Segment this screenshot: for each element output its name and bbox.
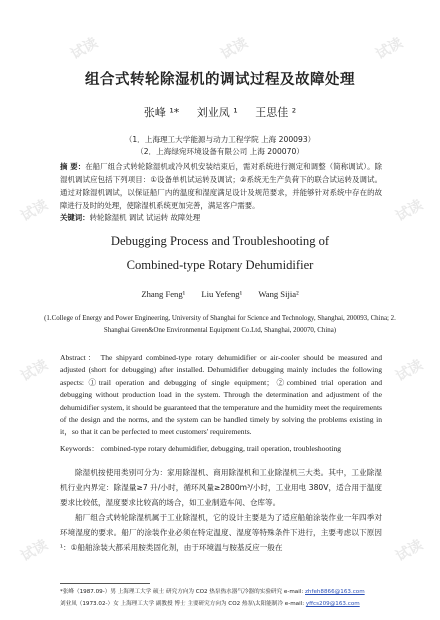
- author-name: 张峰 ¹*: [143, 106, 180, 119]
- watermark-text: 试读: [218, 34, 251, 63]
- abstract-text: The shipyard combined-type rotary dehumidifier or air-cooler should be measured and adjusted (short for debugging) after installed. Dehumidifier debugging mainly includes the following aspects: ①trail operation and debugging of single equipment；②combined trial operation and debugging without production load in the system. Through the determination and adjustment of the dehumidifier system, it should be guaranteed that the temperature and the humidity meet the requirements of the design and the norms, and the system can be handled timely by solving the problems existing in it，so that it can be perfected to meet customers' requirements.: [60, 353, 383, 437]
- footnote-text: 刘业凤（1973.02-）女 上海理工大学 副教授 博士 主要研究方向为 CO2 热泵\太阳能制冷 e-mail:: [60, 601, 306, 607]
- author-name: Zhang Feng¹: [141, 289, 186, 299]
- body-text: [60, 465, 382, 555]
- watermark-text: 试读: [18, 196, 51, 225]
- affiliation-chinese-1: （1．上海理工大学能源与动力工程学院 上海 200093）: [124, 135, 316, 144]
- footnote-2: [60, 600, 400, 609]
- title-english-line-2: Combined-type Rotary Dehumidifier: [126, 258, 314, 272]
- author-name: Wang Sijia²: [258, 289, 299, 299]
- watermark-text: 试读: [373, 34, 406, 63]
- watermark-text: 试读: [393, 536, 426, 565]
- keywords-label: 关键词：: [60, 213, 90, 222]
- watermark-text: 试读: [68, 34, 101, 63]
- email-link[interactable]: yffcs209@163.com: [305, 601, 360, 607]
- footnote-divider: [60, 583, 150, 584]
- authors-chinese: [0, 104, 440, 120]
- abstract-english: [60, 352, 382, 439]
- affiliation-chinese-2: （2．上海绿宛环境设备有限公司 上海 200070）: [136, 147, 304, 156]
- keywords-chinese: [60, 212, 382, 223]
- abstract-label: 摘 要：: [60, 162, 86, 171]
- affiliation-english: (1.College of Energy and Power Engineering, University of Shanghai for Science and Technology, Shanghai, 200093, China; 2. Shanghai Green&One Environmental Equipment Co.Ltd, Shanghai, 200070, China): [44, 315, 396, 334]
- keywords-english: [60, 443, 382, 454]
- watermark-text: 试读: [18, 536, 51, 565]
- footnote-1: [60, 588, 400, 597]
- keywords-text: 转轮除湿机 调试 试运转 故障处理: [89, 213, 201, 222]
- author-name: 王思佳 ²: [255, 106, 297, 119]
- watermark-text: 试读: [18, 356, 51, 385]
- body-paragraph: 除湿机按使用类别可分为：家用除湿机、商用除湿机和工业除湿机三大类。其中，工业除湿机行业内界定：除湿量≥7 升/小时，循环风量≥2800m³/小时，工业用电 380V，适合用于温度要求比较低，湿度要求比较高的场合，如工业制造车间、仓库等。: [60, 468, 382, 507]
- title-english-line-1: Debugging Process and Troubleshooting of: [110, 234, 330, 248]
- footnote-text: *张峰（1987.09-）男 上海理工大学 硕士 研究方向为 CO2 热泵热水器气冷器的实验研究 e-mail:: [60, 589, 305, 595]
- keywords-text: combined-type rotary dehumidifier, debugging, trail operation, troubleshooting: [100, 444, 342, 453]
- author-name: 刘业凤 ¹: [196, 106, 238, 119]
- title-chinese: 组合式转轮除湿机的调试过程及故障处理: [85, 72, 355, 88]
- abstract-chinese: [60, 160, 382, 212]
- abstract-text: 在船厂组合式转轮除湿机或冷风机安装结束后，需对系统进行测定和调整（简称调试）。除湿机调试应包括下列项目：①设备单机试运转及调试；②系统无生产负荷下的联合试运转及调试。通过对除湿机调试，以保证船厂内的温度和湿度满足设计及规范要求，并能够针对系统中存在的故障进行及时的处理，使除湿机系统更加完善，满足客户需要。: [60, 162, 382, 210]
- author-name: Liu Yefeng¹: [201, 289, 243, 299]
- watermark-text: 试读: [393, 356, 426, 385]
- watermark-text: 试读: [393, 196, 426, 225]
- email-link[interactable]: zhfeh8866@163.com: [305, 589, 365, 595]
- body-paragraph: 船厂组合式转轮除湿机属于工业除湿机，它的设计主要是为了适应船舶涂装作业一年四季对环境湿度的要求。船厂的涂装作业必须在特定温度、湿度等特殊条件下进行，主要考虑以下原因 ¹：①船舶涂装大都采用胺类固化剂，由于环境温与胺基反应一般在: [60, 513, 382, 552]
- abstract-label: Abstract：: [60, 353, 97, 362]
- authors-english: [0, 289, 440, 299]
- keywords-label: Keywords：: [60, 444, 99, 453]
